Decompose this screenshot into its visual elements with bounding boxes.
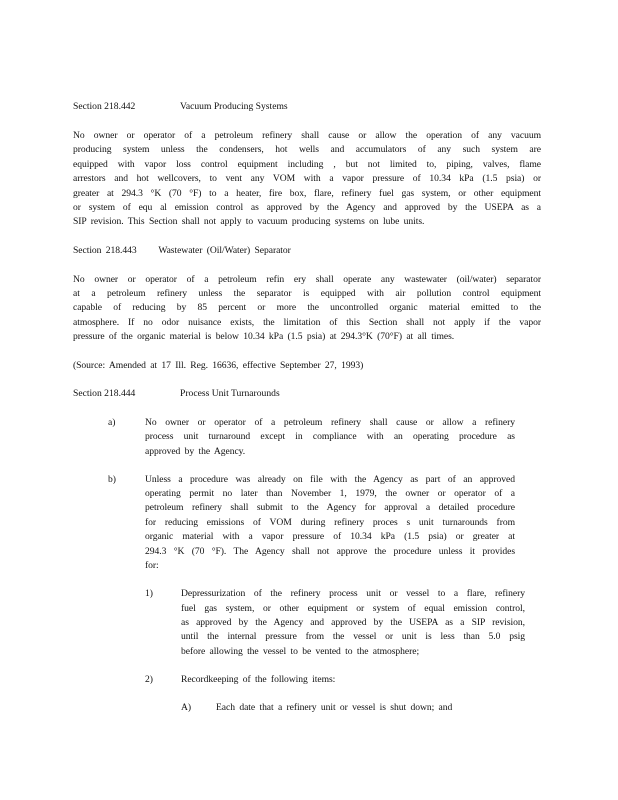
paragraph-line: atmosphere. If no odor nuisance exists, the limitation of this Section shall not apply if the vapor xyxy=(73,317,541,328)
paragraph-line: capable of reducing by 85 percent or more the uncontrolled organic material emitted to the xyxy=(73,302,541,313)
paragraph-line: pressure of the organic material is below 10.34 kPa (1.5 psia) at 294.3°K (70°F) at all times. xyxy=(73,331,455,342)
subitem-line: Recordkeeping of the following items: xyxy=(181,674,336,685)
subsubitem-label: A) xyxy=(181,702,192,713)
subitem-line: before allowing the vessel to be vented to the atmosphere; xyxy=(181,646,420,657)
section-number: Section 218.443 xyxy=(73,245,137,256)
subsubitem-text: Each date that a refinery unit or vessel is shut down; and xyxy=(216,702,453,713)
paragraph-line: arrestors and hot wellcovers, to vent any VOM with a vapor pressure of 10.34 kPa (1.5 psia) or xyxy=(73,173,541,184)
section-title: Wastewater (Oil/Water) Separator xyxy=(158,245,291,256)
subitem-line: until the internal pressure from the vessel or unit is less than 5.0 psig xyxy=(181,631,525,642)
paragraph-line: equipped with vapor loss control equipment including , but not limited to, piping, valves, flame xyxy=(73,159,541,170)
item-label: a) xyxy=(108,417,116,428)
source-note: (Source: Amended at 17 Ill. Reg. 16636, effective September 27, 1993) xyxy=(73,360,364,371)
paragraph-line: No owner or operator of a petroleum refinery shall cause or allow the operation of any vacuum xyxy=(73,130,541,141)
section-heading xyxy=(73,245,291,257)
paragraph-line: greater at 294.3 °K (70 °F) to a heater, fire box, flare, refinery fuel gas system, or other equipment xyxy=(73,188,541,199)
section-number: Section 218.444 xyxy=(73,388,136,399)
item-line: Unless a procedure was already on file with the Agency as part of an approved xyxy=(145,474,515,485)
item-line: 294.3 °K (70 °F). The Agency shall not approve the procedure unless it provides xyxy=(145,546,515,557)
subitem-label: 1) xyxy=(145,588,153,599)
paragraph-line: SIP revision. This Section shall not apply to vacuum producing systems on lube units. xyxy=(73,216,425,227)
paragraph-line: or system of equ al emission control as approved by the Agency and approved by the USEPA as a xyxy=(73,202,541,213)
paragraph-line: No owner or operator of a petroleum refin ery shall operate any wastewater (oil/water) separator xyxy=(73,274,541,285)
subitem-line: as approved by the Agency and approved by the USEPA as a SIP revision, xyxy=(181,617,525,628)
item-line: No owner or operator of a petroleum refinery shall cause or allow a refinery xyxy=(145,417,515,428)
section-title: Vacuum Producing Systems xyxy=(180,101,288,112)
item-line: petroleum refinery shall submit to the Agency for approval a detailed procedure xyxy=(145,502,515,513)
section-number: Section 218.442 xyxy=(73,101,136,112)
item-line: for reducing emissions of VOM during refinery proces s unit turnarounds from xyxy=(145,517,515,528)
subitem-line: Depressurization of the refinery process unit or vessel to a flare, refinery xyxy=(181,588,525,599)
item-line: for: xyxy=(145,560,159,571)
paragraph-line: at a petroleum refinery unless the separator is equipped with air pollution control equipment xyxy=(73,288,541,299)
item-line: organic material with a vapor pressure of 10.34 kPa (1.5 psia) or greater at xyxy=(145,531,515,542)
paragraph-line: producing system unless the condensers, hot wells and accumulators of any such system are xyxy=(73,144,541,155)
item-line: operating permit no later than November 1, 1979, the owner or operator of a xyxy=(145,488,515,499)
item-label: b) xyxy=(108,474,116,485)
subitem-label: 2) xyxy=(145,674,153,685)
item-line: approved by the Agency. xyxy=(145,446,246,457)
item-line: process unit turnaround except in compliance with an operating procedure as xyxy=(145,431,515,442)
subitem-line: fuel gas system, or other equipment or system of equal emission control, xyxy=(181,603,525,614)
section-title: Process Unit Turnarounds xyxy=(180,388,280,399)
